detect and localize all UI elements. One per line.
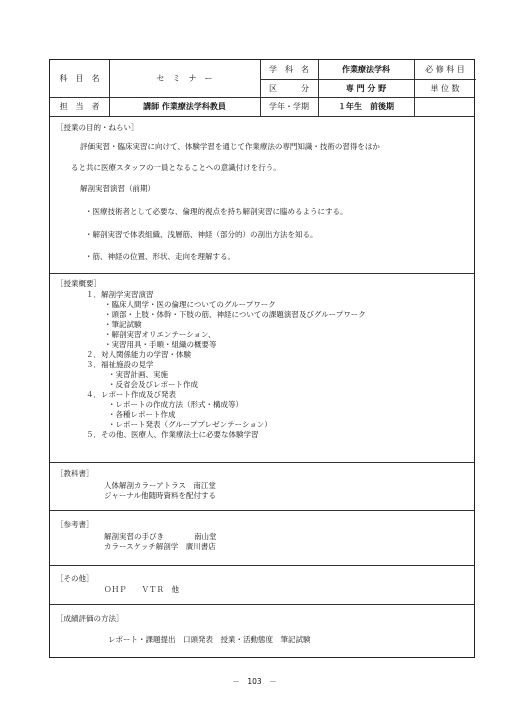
credits-label: 単 位 数 — [430, 83, 460, 93]
overview-section — [50, 273, 474, 462]
other-section — [50, 565, 474, 604]
overview-title: ［授業概要］ — [56, 279, 101, 288]
teacher-label: 担 当 者 — [59, 102, 100, 111]
overview-line: ・実習計画、実施 — [108, 370, 168, 379]
references-line: カラースケッチ解剖学 廣川書店 — [104, 542, 216, 551]
textbook-title: ［教科書］ — [56, 469, 94, 478]
year-label: 学年・学期 — [269, 102, 309, 111]
overview-line: ・頭部・上肢・体幹・下肢の筋、神経についての課題演習及びグループワーク — [104, 310, 366, 319]
objectives-line: 解剖実習演習（前期） — [80, 184, 155, 193]
overview-line: ５．その他、医療人、作業療法士に必要な体験学習 — [86, 430, 259, 439]
other-title: ［その他］ — [56, 574, 94, 583]
evaluation-line: レポート・課題提出 口頭発表 授業・活動態度 筆記試験 — [108, 635, 311, 644]
required-label: 必 修 科 目 — [425, 65, 465, 74]
textbook-line: ジャーナル他随時資料を配付する — [104, 491, 216, 500]
textbook-section — [50, 462, 474, 510]
references-section — [50, 510, 474, 565]
subject-value: セ ミ ナ ー — [156, 74, 213, 83]
dept-value: 作業療法学科 — [342, 65, 390, 74]
subject-label: 科 目 名 — [59, 74, 100, 83]
overview-line: ４．レポート作成及び発表 — [86, 390, 176, 399]
page-number: － 103 － — [232, 677, 277, 686]
teacher-value: 講師 作業療法学科教員 — [143, 102, 226, 111]
category-value: 専 門 分 野 — [345, 83, 387, 93]
year-value: １年生 前後期 — [338, 102, 394, 111]
objectives-line: 評価実習・臨床実習に向けて、体験学習を通じて作業療法の専門知識・技術の習得をはか — [80, 142, 380, 151]
dept-label: 学 科 名 — [269, 65, 309, 74]
overview-line: ・反省会及びレポート作成 — [108, 380, 198, 389]
references-title: ［参考書］ — [56, 520, 94, 529]
syllabus-sheet — [49, 59, 475, 658]
category-label: 区 分 — [269, 83, 309, 93]
textbook-line: 人体解剖カラーアトラス 南江堂 — [104, 481, 216, 490]
overview-line: １．解剖学実習演習 — [86, 290, 154, 299]
objectives-line: ・解剖実習で体表組織、浅層筋、神経（部分的）の剖出方法を知る。 — [85, 230, 318, 239]
references-line: 解剖実習の手びき 南山堂 — [104, 532, 217, 541]
objectives-section — [50, 116, 474, 273]
overview-line: ２．対人関係能力の学習・体験 — [86, 350, 191, 359]
overview-line: ・臨床人間学・医の倫理についてのグループワーク — [104, 300, 276, 309]
objectives-line: ・筋、神経の位置、形状、走向を理解する。 — [85, 252, 235, 261]
overview-line: ・レポート発表（グループプレゼンテーション） — [108, 420, 272, 429]
header-table — [50, 60, 474, 116]
overview-line: ・レポートの作成方法（形式・構成等） — [108, 400, 243, 409]
overview-line: ・解剖実習オリエンテーション、 — [104, 330, 216, 339]
overview-line: ・筆記試験 — [104, 320, 142, 329]
other-line: ＯＨＰ ＶＴＲ 他 — [104, 585, 179, 594]
evaluation-section — [50, 604, 474, 659]
objectives-line: ・医療技術者として必要な、倫理的視点を持ち解剖実習に臨めるようにする。 — [85, 207, 348, 216]
overview-line: ３．福祉施設の見学 — [86, 360, 154, 369]
evaluation-title: ［成績評価の方法］ — [56, 614, 124, 623]
overview-line: ・実習用具・手順・組織の概要等 — [104, 340, 217, 349]
objectives-line: ると共に医療スタッフの一員となることへの意識付けを行う。 — [71, 163, 281, 172]
objectives-title: ［授業の目的・ねらい］ — [56, 123, 139, 132]
overview-line: ・各種レポート作成 — [108, 410, 176, 419]
